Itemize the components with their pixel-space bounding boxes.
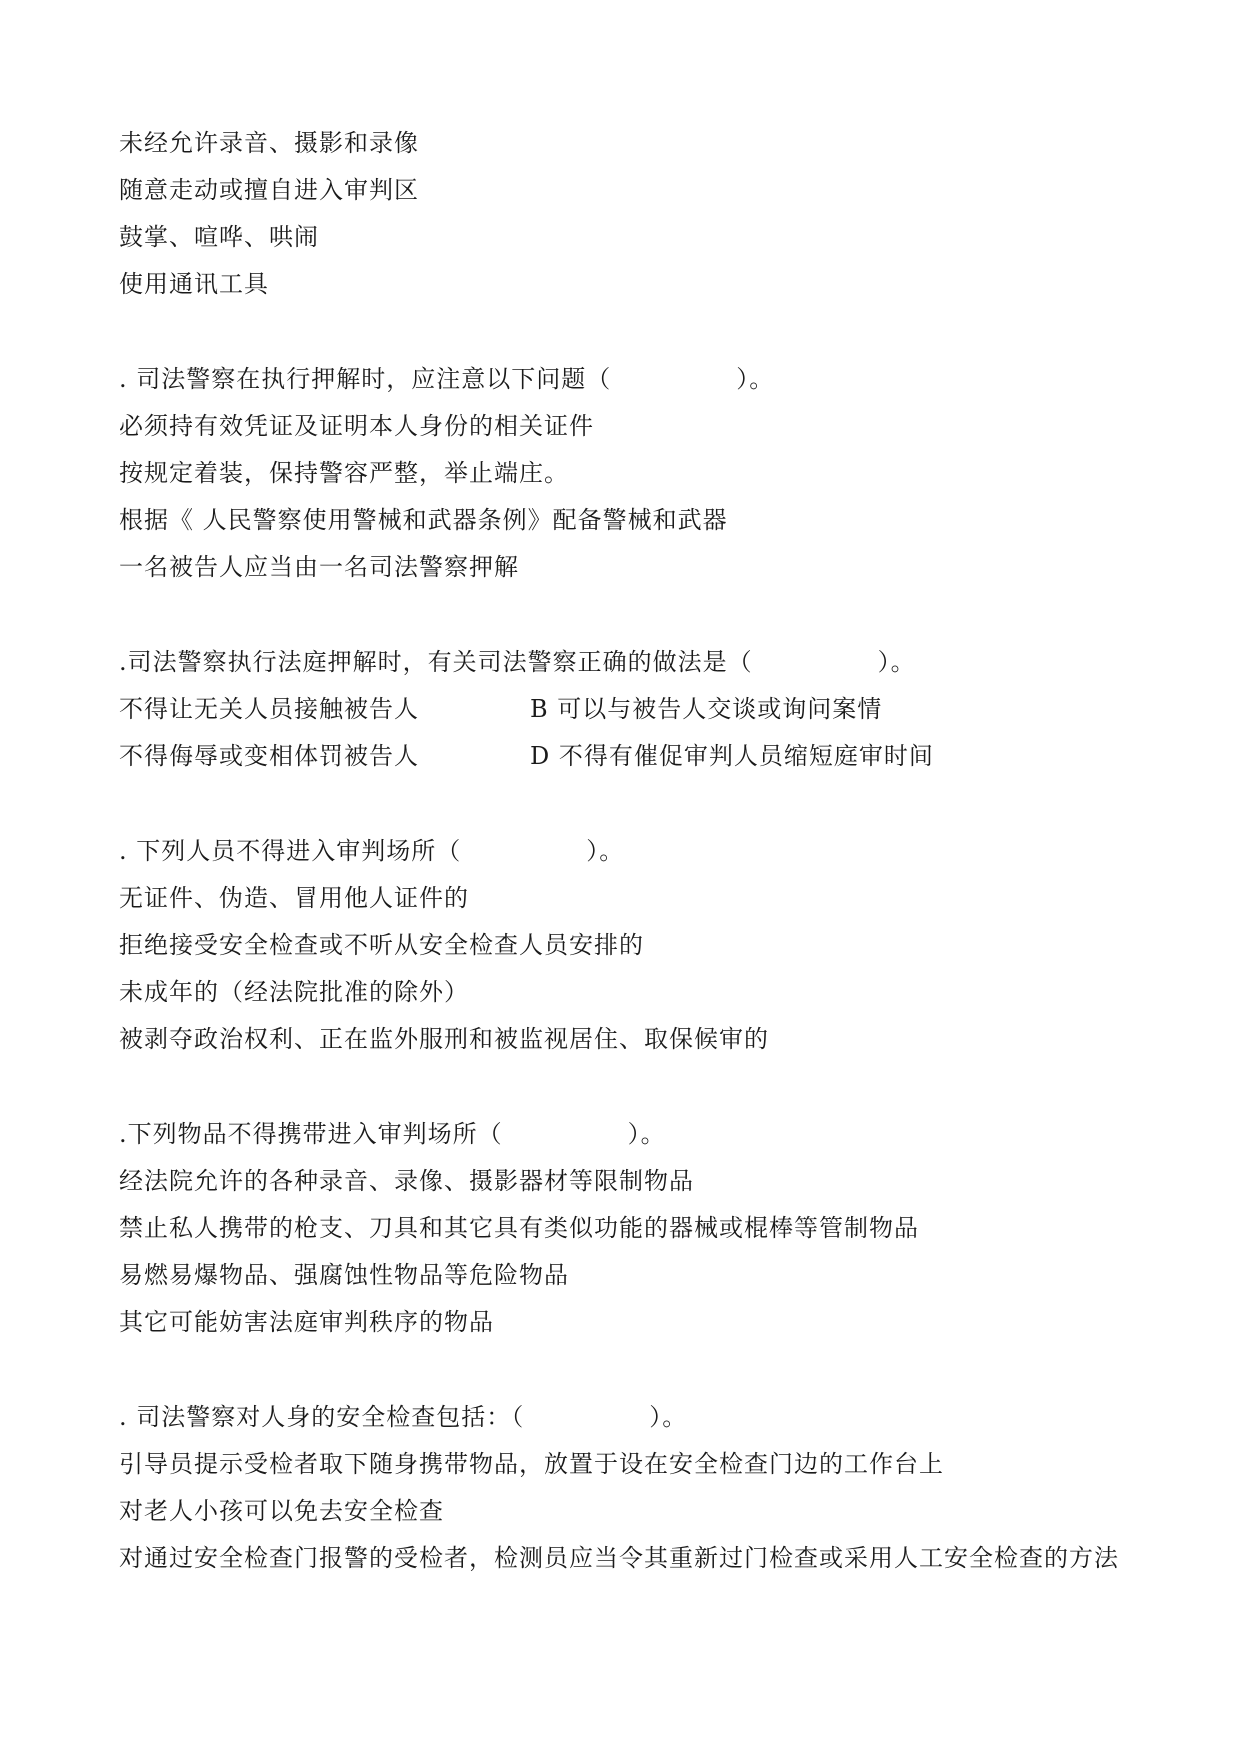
option-text: 无证件、伪造、冒用他人证件的 bbox=[119, 884, 469, 912]
option-text: 根据《 人民警察使用警械和武器条例》配备警械和武器 bbox=[119, 506, 728, 534]
option-text: 使用通讯工具 bbox=[119, 270, 269, 298]
option-text: 未成年的（经法院批准的除外） bbox=[119, 978, 469, 1006]
question-text: . 下列人员不得进入审判场所（ ）。 bbox=[119, 837, 625, 865]
option-text: 对通过安全检查门报警的受检者，检测员应当令其重新过门检查或采用人工安全检查的方法 bbox=[119, 1544, 1119, 1572]
option-text: 对老人小孩可以免去安全检查 bbox=[119, 1497, 444, 1525]
option-text: 随意走动或擅自进入审判区 bbox=[119, 176, 419, 204]
option-text: 易燃易爆物品、强腐蚀性物品等危险物品 bbox=[119, 1261, 569, 1289]
option-text: 鼓掌、喧哗、哄闹 bbox=[119, 223, 319, 251]
option-text: 引导员提示受检者取下随身携带物品，放置于设在安全检查门边的工作台上 bbox=[119, 1450, 944, 1478]
question-text: . 司法警察对人身的安全检查包括：（ ）。 bbox=[119, 1403, 688, 1431]
question-text: . 司法警察在执行押解时，应注意以下问题（ ）。 bbox=[119, 365, 775, 393]
option-text: D 不得有催促审判人员缩短庭审时间 bbox=[530, 742, 934, 770]
option-text: 被剥夺政治权利、正在监外服刑和被监视居住、取保候审的 bbox=[119, 1025, 769, 1053]
question-text: .司法警察执行法庭押解时，有关司法警察正确的做法是（ ）。 bbox=[119, 648, 916, 676]
option-text: 不得侮辱或变相体罚被告人 bbox=[119, 742, 419, 770]
option-text: 不得让无关人员接触被告人 bbox=[119, 695, 419, 723]
option-text: 拒绝接受安全检查或不听从安全检查人员安排的 bbox=[119, 931, 644, 959]
option-text: 禁止私人携带的枪支、刀具和其它具有类似功能的器械或棍棒等管制物品 bbox=[119, 1214, 919, 1242]
option-text: 一名被告人应当由一名司法警察押解 bbox=[119, 553, 519, 581]
option-text: 其它可能妨害法庭审判秩序的物品 bbox=[119, 1308, 494, 1336]
option-text: B 可以与被告人交谈或询问案情 bbox=[530, 695, 883, 723]
option-text: 按规定着装，保持警容严整，举止端庄。 bbox=[119, 459, 569, 487]
question-text: .下列物品不得携带进入审判场所（ ）。 bbox=[119, 1120, 666, 1148]
option-text: 必须持有效凭证及证明本人身份的相关证件 bbox=[119, 412, 594, 440]
option-text: 经法院允许的各种录音、录像、摄影器材等限制物品 bbox=[119, 1167, 694, 1195]
option-text: 未经允许录音、摄影和录像 bbox=[119, 129, 419, 157]
